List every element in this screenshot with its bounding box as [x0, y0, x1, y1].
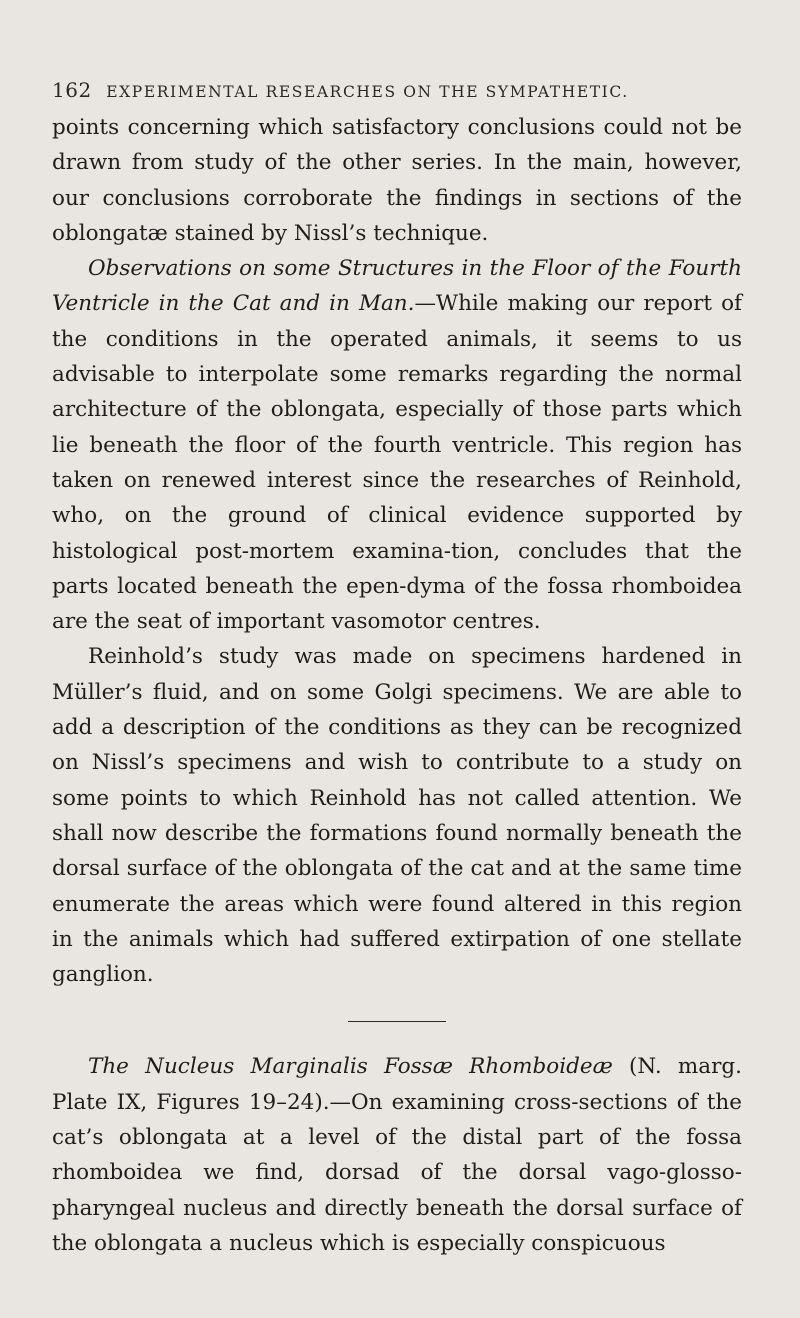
paragraph [52, 1049, 742, 1261]
page-number: 162 [52, 78, 92, 102]
paragraph [52, 251, 742, 639]
section-heading: Observations on some Structures in the Floor of the Fourth Ventricle in the Cat and in Man. [52, 256, 742, 317]
running-head [52, 78, 629, 102]
paragraph-text: (N. marg. Plate IX, Figures 19–24).—On examining cross-sections of the cat’s oblongata at a level of the distal part of the fossa rhomboidea we find, dorsad of the dorsal vago-glosso-pharyngeal nucleus and directly beneath the dorsal surface of the oblongata a nucleus which is especially conspicuous [52, 1054, 742, 1256]
paragraph: points concerning which satisfactory conclusions could not be drawn from study of the other series. In the main, however, our conclusions corroborate the findings in sections of the oblongatæ stained by Nissl’s technique. [52, 115, 742, 246]
paragraph-text: —While making our report of the conditions in the operated animals, it seems to us advisable to interpolate some remarks regarding the normal architecture of the oblongata, especially of those parts which lie beneath the floor of the fourth ventricle. This region has taken on renewed interest since the researches of Reinhold, who, on the ground of clinical evidence supported by histological post-mortem examina-tion, concludes that the parts located beneath the epen-dyma of the fossa rhomboidea are the seat of important vasomotor centres. [52, 291, 742, 635]
running-head-title: EXPERIMENTAL RESEARCHES ON THE SYMPATHETIC. [106, 83, 629, 101]
body-text [52, 110, 742, 1261]
section-divider [348, 1021, 446, 1022]
paragraph: Reinhold’s study was made on specimens hardened in Müller’s fluid, and on some Golgi specimens. We are able to add a description of the conditions as they can be recognized on Nissl’s specimens and wish to contribute to a study on some points to which Reinhold has not called attention. We shall now describe the formations found normally beneath the dorsal surface of the oblongata of the cat and at the same time enumerate the areas which were found altered in this region in the animals which had suffered extirpation of one stellate ganglion. [52, 644, 742, 988]
section-heading: The Nucleus Marginalis Fossæ Rhomboideæ [88, 1054, 613, 1080]
